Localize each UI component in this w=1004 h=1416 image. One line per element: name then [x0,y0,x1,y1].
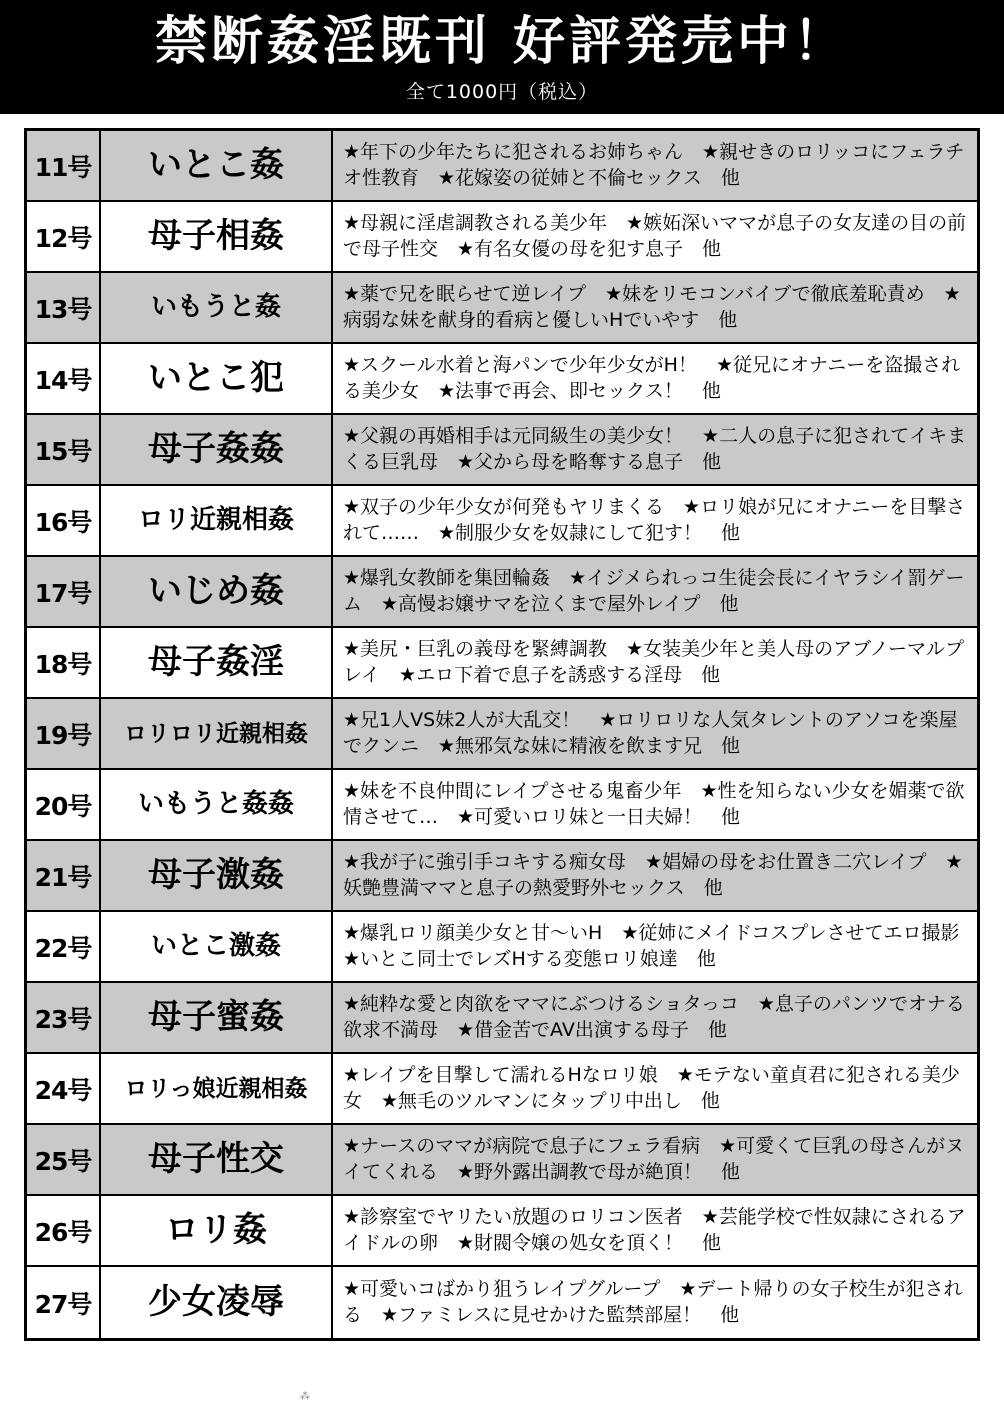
issue-description: ★美尻・巨乳の義母を緊縛調教 ★女装美少年と美人母のアブノーマルプレイ ★エロ下着で息子を誘惑する淫母 他 [343,638,964,686]
issue-row [27,1267,977,1338]
issue-description-cell [333,202,977,271]
issue-row [27,1125,977,1196]
issue-number: 21号 [27,841,101,910]
price-note: 全て1000円（税込） [405,81,599,104]
issue-number: 24号 [27,1054,101,1123]
issue-number: 19号 [27,699,101,768]
issue-row [27,131,977,202]
issue-title-cell [101,273,333,342]
issue-row [27,273,977,344]
issue-title: ロリっ娘近親相姦 [124,1075,308,1102]
issue-description: ★兄1人VS妹2人が大乱交！ ★ロリロリな人気タレントのアソコを楽屋でクンニ ★無邪気な妹に精液を飲ます兄 他 [343,709,958,757]
issue-title-cell [101,1125,333,1194]
issue-title: 母子姦淫 [148,641,284,682]
issue-title-cell [101,1196,333,1265]
header-banner [0,0,1004,114]
issue-title-cell [101,770,333,839]
issue-description: ★診察室でヤリたい放題のロリコン医者 ★芸能学校で性奴隷にされるアイドルの卵 ★財閥令嬢の処女を頂く！ 他 [343,1206,966,1254]
issue-number: 14号 [27,344,101,413]
issue-row [27,770,977,841]
issue-description-cell [333,131,977,200]
issue-description-cell [333,415,977,484]
issue-number: 15号 [27,415,101,484]
issue-number: 13号 [27,273,101,342]
issue-number: 25号 [27,1125,101,1194]
issue-description: ★薬で兄を眠らせて逆レイプ ★妹をリモコンバイブで徹底羞恥責め ★病弱な妹を献身的看病と優しいHでいやす 他 [343,283,961,331]
issue-description: ★我が子に強引手コキする痴女母 ★娼婦の母をお仕置き二穴レイプ ★妖艶豊満ママと息子の熱愛野外セックス 他 [343,851,963,899]
footer-mark: ⁂ [300,1391,310,1402]
issue-title: 母子姦姦 [148,428,284,469]
issue-title-cell [101,699,333,768]
issue-number: 18号 [27,628,101,697]
issue-title: 母子蜜姦 [148,996,284,1037]
issue-description-cell [333,344,977,413]
issue-description: ★純粋な愛と肉欲をママにぶつけるショタっコ ★息子のパンツでオナる欲求不満母 ★借金苦でAV出演する母子 他 [343,993,965,1041]
issue-title: 母子相姦 [148,215,284,256]
issue-row [27,912,977,983]
issue-description-cell [333,699,977,768]
issue-description-cell [333,841,977,910]
issue-description: ★ナースのママが病院で息子にフェラ看病 ★可愛くて巨乳の母さんがヌイてくれる ★野外露出調教で母が絶頂！ 他 [343,1135,965,1183]
issue-row [27,415,977,486]
issue-description: ★レイプを目撃して濡れるHなロリ娘 ★モテない童貞君に犯される美少女 ★無毛のツルマンにタップリ中出し 他 [343,1064,960,1112]
issue-row [27,628,977,699]
issue-title: いとこ姦 [148,144,284,185]
issue-title: いとこ犯 [148,357,284,398]
issue-row [27,202,977,273]
issue-row [27,1054,977,1125]
issue-row [27,841,977,912]
issue-description-cell [333,1054,977,1123]
issue-title: 少女凌辱 [148,1281,284,1322]
page-title: 禁断姦淫既刊 好評発売中！ [154,12,850,72]
issue-description-cell [333,1125,977,1194]
issue-row [27,486,977,557]
issue-row [27,983,977,1054]
issue-description-cell [333,770,977,839]
issue-list [24,128,980,1341]
issue-row [27,344,977,415]
issue-number: 23号 [27,983,101,1052]
issue-number: 26号 [27,1196,101,1265]
issue-title: いもうと姦 [150,292,281,323]
issue-description: ★スクール水着と海パンで少年少女がH！ ★従兄にオナニーを盗撮される美少女 ★法事で再会、即セックス！ 他 [343,354,961,402]
issue-number: 17号 [27,557,101,626]
issue-title-cell [101,912,333,981]
issue-description: ★双子の少年少女が何発もヤリまくる ★ロリ娘が兄にオナニーを目撃されて…… ★制服少女を奴隷にして犯す！ 他 [343,496,966,544]
issue-number: 11号 [27,131,101,200]
issue-title-cell [101,841,333,910]
issue-description-cell [333,486,977,555]
issue-title: 母子激姦 [148,854,284,895]
issue-title-cell [101,1267,333,1338]
issue-description-cell [333,912,977,981]
issue-title-cell [101,415,333,484]
issue-description-cell [333,273,977,342]
issue-title: ロリロリ近親相姦 [124,720,308,747]
issue-title: 母子性交 [148,1138,284,1179]
issue-title-cell [101,983,333,1052]
issue-description-cell [333,983,977,1052]
issue-title-cell [101,628,333,697]
issue-description: ★妹を不良仲間にレイプさせる鬼畜少年 ★性を知らない少女を媚薬で欲情させて… ★可愛いロリ妹と一日夫婦！ 他 [343,780,965,828]
issue-title-cell [101,344,333,413]
issue-row [27,699,977,770]
issue-description-cell [333,1196,977,1265]
issue-title: いもうと姦姦 [137,789,294,820]
issue-description-cell [333,557,977,626]
issue-row [27,1196,977,1267]
issue-description: ★爆乳女教師を集団輪姦 ★イジメられっコ生徒会長にイヤラシイ罰ゲーム ★高慢お嬢サマを泣くまで屋外レイプ 他 [343,567,965,615]
issue-number: 16号 [27,486,101,555]
issue-description: ★父親の再婚相手は元同級生の美少女！ ★二人の息子に犯されてイキまくる巨乳母 ★父から母を略奪する息子 他 [343,425,967,473]
issue-title: いじめ姦 [148,570,284,611]
issue-description-cell [333,1267,977,1338]
issue-number: 12号 [27,202,101,271]
issue-description-cell [333,628,977,697]
issue-title-cell [101,557,333,626]
issue-title: いとこ激姦 [150,931,281,962]
issue-description: ★可愛いコばかり狙うレイプグループ ★デート帰りの女子校生が犯される ★ファミレスに見せかけた監禁部屋！ 他 [343,1278,963,1326]
issue-number: 27号 [27,1267,101,1338]
issue-title: ロリ姦 [165,1209,267,1250]
issue-title-cell [101,486,333,555]
issue-number: 22号 [27,912,101,981]
issue-number: 20号 [27,770,101,839]
issue-row [27,557,977,628]
issue-description: ★母親に淫虐調教される美少年 ★嫉妬深いママが息子の女友達の目の前で母子性交 ★有名女優の母を犯す息子 他 [343,212,967,260]
issue-description: ★年下の少年たちに犯されるお姉ちゃん ★親せきのロリッコにフェラチオ性教育 ★花嫁姿の従姉と不倫セックス 他 [343,141,965,189]
issue-title-cell [101,131,333,200]
issue-description: ★爆乳ロリ顔美少女と甘〜いH ★従姉にメイドコスプレさせてエロ撮影 ★いとこ同士でレズHする変態ロリ娘達 他 [343,922,979,970]
issue-title-cell [101,202,333,271]
issue-title: ロリ近親相姦 [137,505,294,536]
issue-title-cell [101,1054,333,1123]
